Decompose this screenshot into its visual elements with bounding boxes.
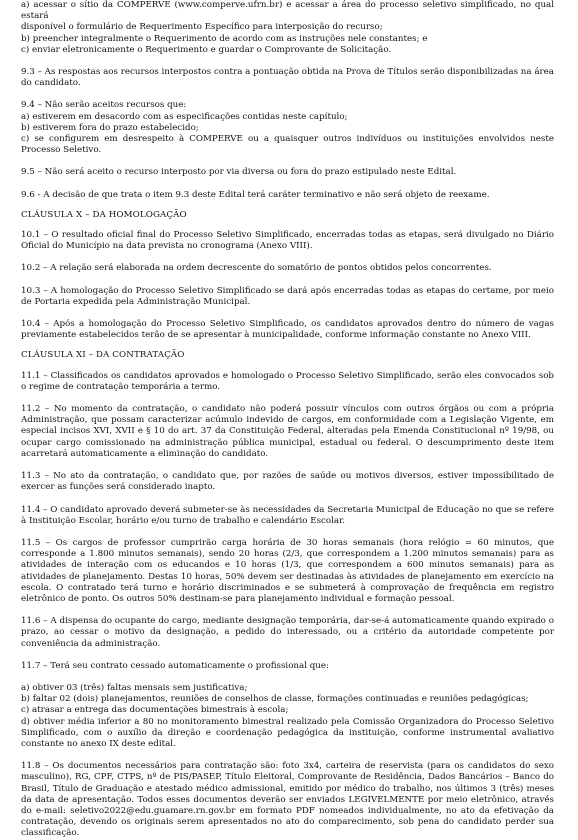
appeal-step-b: b) preencher integralmente o Requerimento de acordo com as instruções nele constantes; e xyxy=(21,33,428,44)
clause-10-2: 10.2 – A relação será elaborada na ordem decrescente do somatório de pontos obtidos pelos concorrentes. xyxy=(21,263,492,274)
clause-11-7-item-a: a) obtiver 03 (três) faltas mensais sem justificativa; xyxy=(21,682,248,693)
clause-9-4-item-c: c) se configurem em desrespeito à COMPERVE ou a quaisquer outros indivíduos ou instituições envolvidos neste Processo Seletivo. xyxy=(21,134,554,156)
clause-11-7-list xyxy=(21,683,554,750)
clause-9-5: 9.5 – Não será aceito o recurso interposto por via diversa ou fora do prazo estipulado neste Edital. xyxy=(21,167,457,178)
clause-9-4 xyxy=(21,100,554,156)
clause-11-6: 11.6 – A dispensa do ocupante do cargo, mediante designação temporária, dar-se-á automaticamente quando expirado o prazo, ao cessar o motivo da designação, a pedido do interessado, ou a critério da autoridade competente por conveniência da administração. xyxy=(21,616,554,649)
clause-11-2: 11.2 – No momento da contratação, o candidato não poderá possuir vínculos com outros órgãos ou com a própria Administração, que possam caracterizar acúmulo indevido de cargos, em conformidade com a Legislação Vigente, em especial incisos XVI, XVII e § 10 do art. 37 da Constituição Federal, alteradas pela Emenda Constitucional nº 19/98, ou ocupar cargo comissionado na administração pública municipal, estadual ou federal. O descumprimento deste item acarretará automaticamente a eliminação do candidato. xyxy=(21,404,554,459)
clause-11-8: 11.8 – Os documentos necessários para contratação são: foto 3x4, carteira de reservista (para os candidatos do sexo masculino), RG, CPF, CTPS, nº de PIS/PASEP, Título Eleitoral, Comprovante de Residência, Dados Bancários – Banco do Brasil, Título de Graduação e atestado médico admissional, emitido por médico do trabalho, nos últimos 3 (três) meses da data de apresentação. Todos esses documentos deverão ser enviados LEGIVELMENTE por meio eletrônico, através do e-mail: seletivo2022@edu.guamare.rn.gov.br em formato PDF nomeados individualmente, no ato da efetivação da contratação, devendo os originais serem apresentados no ato do comparecimento, sob pena do candidato perder sua classificação. xyxy=(21,761,554,839)
clause-9-3: 9.3 – As respostas aos recursos interpostos contra a pontuação obtida na Prova de Títulos serão disponibilizadas na área do candidato. xyxy=(21,67,554,89)
clause-9-4-item-b: b) estiverem fora do prazo estabelecido; xyxy=(21,122,199,133)
clause-11-1: 11.1 – Classificados os candidatos aprovados e homologado o Processo Seletivo Simplificado, serão eles convocados sob o regime de contratação temporária a termo. xyxy=(21,370,554,392)
clause-11-5: 11.5 – Os cargos de professor cumprirão carga horária de 30 horas semanais (hora relógio = 60 minutos, que corresponde a 1.800 minutos semanais), sendo 20 horas (2/3, que correspondem a 1.200 minutos semanais) para as atividades de interação com os educandos e 10 horas (1/3, que correspondem a 600 minutos semanais) para as atividades de planejamento. Destas 10 horas, 50% devem ser destinadas às atividades de planejamento em exercício na escola. O contratado terá turno e horário discriminados e se submeterá à comprovação de frequência em registro eletrônico de ponto. Os outros 50% destinam-se para planejamento individual e formação pessoal. xyxy=(21,537,554,604)
clause-9-6: 9.6 - A decisão de que trata o item 9.3 deste Edital terá caráter terminativo e não será objeto de reexame. xyxy=(21,189,490,200)
clause-10-3: 10.3 – A homologação do Processo Seletivo Simplificado se dará após encerradas todas as etapas do certame, por meio de Portaria expedida pela Administração Municipal. xyxy=(21,285,554,307)
clause-11-4: 11.4 – O candidato aprovado deverá submeter-se às necessidades da Secretaria Municipal de Educação no que se refere à Instituição Escolar, horário e/ou turno de trabalho e calendário Escolar. xyxy=(21,504,554,526)
clause-9-4-intro: 9.4 – Não serão aceitos recursos que: xyxy=(21,100,187,111)
section-heading-x: CLÁUSULA X – DA HOMOLOGAÇÃO xyxy=(21,209,187,220)
appeal-step-a-line2: disponível o formulário de Requerimento Específico para interposição do recurso; xyxy=(21,22,383,33)
clause-9-4-item-a: a) estiverem em desacordo com as especificações contidas neste capítulo; xyxy=(21,111,348,122)
clause-11-3: 11.3 – No ato da contratação, o candidato que, por razões de saúde ou motivos diversos, estiver impossibilitado de exercer as funções será considerado inapto. xyxy=(21,471,554,493)
clause-11-7: 11.7 – Terá seu contrato cessado automaticamente o profissional que: xyxy=(21,660,329,671)
appeal-step-a-line1: a) acessar o sítio da COMPERVE (www.comperve.ufrn.br) e acessar a área do processo seletivo simplificado, no qual estará xyxy=(21,0,554,22)
clause-10-1: 10.1 – O resultado oficial final do Processo Seletivo Simplificado, encerradas todas as etapas, será divulgado no Diário Oficial do Município na data prevista no cronograma (Anexo VIII). xyxy=(21,230,554,252)
appeal-step-c: c) enviar eletronicamente o Requerimento e guardar o Comprovante de Solicitação. xyxy=(21,44,392,55)
section-heading-xi: CLÁUSULA XI – DA CONTRATAÇÃO xyxy=(21,350,185,361)
clause-11-7-item-b: b) faltar 02 (dois) planejamentos, reuniões de conselhos de classe, formações continuadas e reuniões pedagógicas; xyxy=(21,694,529,705)
appeal-steps-list xyxy=(21,0,554,56)
clause-11-7-item-d: d) obtiver média inferior a 80 no monitoramento bimestral realizado pela Comissão Organizadora do Processo Seletivo Simplificado, com o auxílio da direção e coordenação pedagógica da instituição, conforme instrumental avaliativo constante no anexo IX deste edital. xyxy=(21,716,554,749)
clause-11-7-item-c: c) atrasar a entrega das documentações bimestrais à escola; xyxy=(21,705,289,716)
clause-10-4: 10.4 – Após a homologação do Processo Seletivo Simplificado, os candidatos aprovados dentro do número de vagas previamente estabelecidos terão de se apresentar à municipalidade, conforme informação constante no Anexo VIII. xyxy=(21,319,554,341)
